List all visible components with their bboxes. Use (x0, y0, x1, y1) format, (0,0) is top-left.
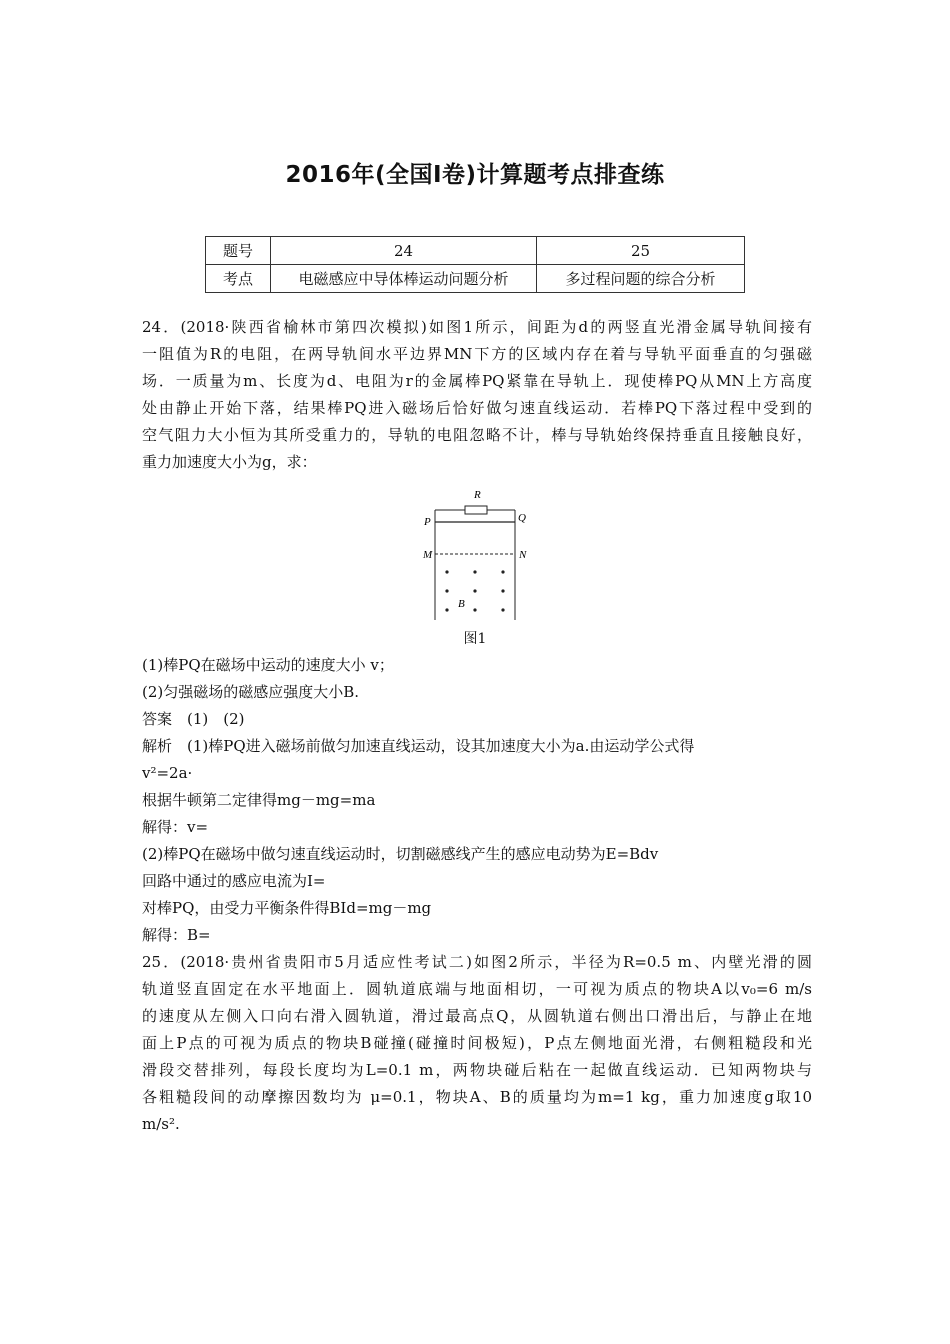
figure-1-circuit-diagram (415, 480, 535, 630)
text-line: 重力加速度大小为g，求： (142, 453, 317, 471)
analysis-line: 解得：v= (142, 818, 209, 836)
label-p: P (424, 516, 431, 528)
table-row (206, 237, 745, 265)
table-row (206, 265, 745, 293)
text-line: 空气阻力大小恒为其所受重力的，导轨的电阻忽略不计，棒与导轨始终保持垂直且接触良好， (142, 426, 812, 444)
text-line: 轨道竖直固定在水平地面上．圆轨道底端与地面相切，一可视为质点的物块A以v₀=6 m/s (142, 980, 812, 998)
problem-25-statement (142, 949, 812, 1138)
answer-line: 答案 (1) (2) (142, 710, 245, 728)
question-item: (1)棒PQ在磁场中运动的速度大小 v； (142, 656, 394, 674)
resistor (465, 506, 487, 514)
table-cell: 25 (537, 237, 745, 265)
text-line: 25．(2018·贵州省贵阳市5月适应性考试二)如图2所示，半径为R=0.5 m、内壁光滑的圆 (142, 953, 812, 971)
topic-table (205, 236, 745, 293)
problem-24-statement (142, 314, 812, 476)
table-cell: 多过程问题的综合分析 (537, 265, 745, 293)
analysis-line: 根据牛顿第二定律得mg－mg=ma (142, 791, 376, 809)
analysis-line: v²=2a· (142, 764, 193, 782)
analysis-line: 解析 (1)棒PQ进入磁场前做匀加速直线运动，设其加速度大小为a.由运动学公式得 (142, 737, 695, 755)
label-n: N (519, 549, 527, 561)
text-line: 处由静止开始下落，结果棒PQ进入磁场后恰好做匀速直线运动．若棒PQ下落过程中受到的 (142, 399, 812, 417)
table-cell: 考点 (206, 265, 271, 293)
label-m: M (423, 549, 433, 561)
text-line: 各粗糙段间的动摩擦因数均为 μ=0.1，物块A、B的质量均为m=1 kg，重力加速度g取10 (142, 1088, 812, 1106)
question-item: (2)匀强磁场的磁感应强度大小B. (142, 683, 360, 701)
text-line: 面上P点的可视为质点的物块B碰撞(碰撞时间极短)，P点左侧地面光滑，右侧粗糙段和光 (142, 1034, 812, 1052)
table-cell: 24 (271, 237, 537, 265)
analysis-line: 对棒PQ，由受力平衡条件得BId=mg－mg (142, 899, 432, 917)
text-line: 24．(2018·陕西省榆林市第四次模拟)如图1所示，间距为d的两竖直光滑金属导轨间接有 (142, 318, 812, 336)
problem-24-solution (142, 652, 812, 949)
analysis-line: (2)棒PQ在磁场中做匀速直线运动时，切割磁感线产生的感应电动势为E=Bdv (142, 845, 659, 863)
magnetic-field-dots (445, 570, 504, 611)
label-b: B (458, 598, 465, 610)
table-cell: 题号 (206, 237, 271, 265)
text-line: m/s². (142, 1115, 180, 1133)
text-line: 一阻值为R的电阻，在两导轨间水平边界MN下方的区域内存在着与导轨平面垂直的匀强磁 (142, 345, 812, 363)
analysis-line: 解得：B= (142, 926, 211, 944)
page-title: 2016年(全国Ⅰ卷)计算题考点排查练 (285, 162, 665, 188)
table-cell: 电磁感应中导体棒运动问题分析 (271, 265, 537, 293)
text-line: 场．一质量为m、长度为d、电阻为r的金属棒PQ紧靠在导轨上．现使棒PQ从MN上方高度 (142, 372, 812, 390)
label-r: R (474, 489, 481, 501)
text-line: 滑段交替排列，每段长度均为L=0.1 m，两物块碰后粘在一起做直线运动．已知两物块与 (142, 1061, 812, 1079)
text-line: 的速度从左侧入口向右滑入圆轨道，滑过最高点Q，从圆轨道右侧出口滑出后，与静止在地 (142, 1007, 812, 1025)
figure-caption: 图1 (463, 631, 487, 647)
label-q: Q (518, 512, 526, 524)
analysis-line: 回路中通过的感应电流为I= (142, 872, 326, 890)
